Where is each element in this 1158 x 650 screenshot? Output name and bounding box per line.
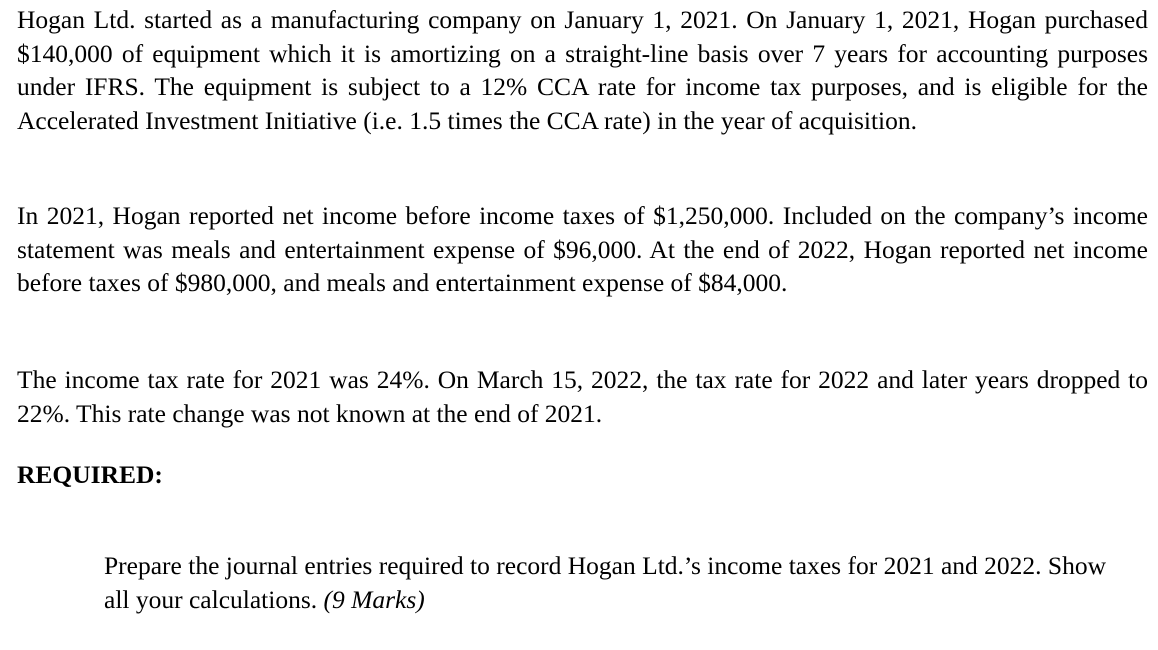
paragraph-tax-rate: The income tax rate for 2021 was 24%. On March 15, 2022, the tax rate for 2022 and later years dropped to 22%. This rate change was not known at the end of 2021. <box>17 365 1148 428</box>
task-text: Prepare the journal entries required to record Hogan Ltd.’s income taxes for 2021 and 2022. Show all your calculations. <box>104 551 1107 614</box>
required-heading: REQUIRED: <box>17 460 163 489</box>
paragraph-net-income: In 2021, Hogan reported net income before income taxes of $1,250,000. Included on the company’s income statement was meals and entertainment expense of $96,000. At the end of 2022, Hogan reported net income before taxes of $980,000, and meals and entertainment expense of $84,000. <box>17 201 1148 297</box>
task-marks: (9 Marks) <box>323 584 425 614</box>
required-task <box>104 549 1114 616</box>
paragraph-equipment: Hogan Ltd. started as a manufacturing company on January 1, 2021. On January 1, 2021, Hogan purchased $140,000 of equipment which it is amortizing on a straight-line basis over 7 years for accounting purposes under IFRS. The equipment is subject to a 12% CCA rate for income tax purposes, and is eligible for the Accelerated Investment Initiative (i.e. 1.5 times the CCA rate) in the year of acquisition. <box>17 5 1148 135</box>
